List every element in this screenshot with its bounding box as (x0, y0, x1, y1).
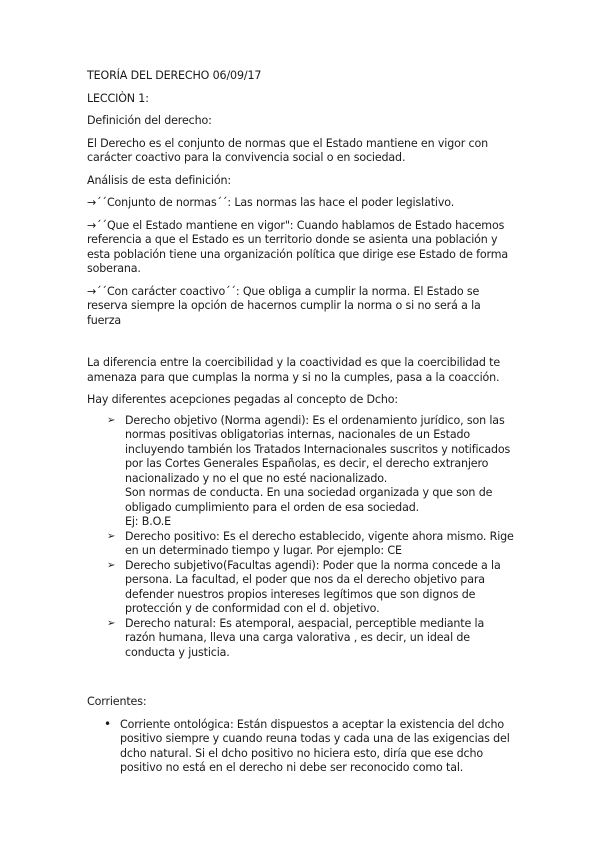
document-title: TEORÍA DEL DERECHO 06/09/17 (87, 69, 262, 82)
list-item (106, 617, 517, 661)
arrow-icon: → (87, 284, 97, 298)
arrow-icon: → (87, 196, 97, 209)
corrientes-list (101, 718, 517, 776)
analysis-item (87, 219, 517, 277)
arrowhead-bullet-icon: ➢ (107, 530, 116, 542)
acepciones-heading: Hay diferentes acepciones pegadas al concepto de Dcho: (87, 393, 398, 406)
list-item-text: Ej: B.O.E (125, 515, 171, 528)
spacer (87, 668, 517, 695)
list-item (101, 718, 517, 776)
corrientes-heading: Corrientes: (87, 695, 147, 708)
arrow-icon: → (87, 218, 97, 232)
analysis-heading: Análisis de esta definición: (87, 173, 231, 187)
list-item-text: Derecho subjetivo(Facultas agendi): Poder que la norma concede a la persona. La facultad, el poder que nos da el derecho objetivo para defender nuestros propios intereses legítimos que son dignos de protección y de conformidad con el d. objetivo. (125, 558, 501, 615)
spacer (87, 336, 517, 356)
list-item-text: Derecho natural: Es atemporal, aespacial, perceptible mediante la razón humana, lleva una carga valorativa , es decir, un ideal de conducta y justicia. (125, 616, 485, 659)
arrowhead-bullet-icon: ➢ (107, 559, 116, 571)
acepciones-list (106, 414, 517, 661)
arrowhead-bullet-icon: ➢ (107, 617, 116, 629)
analysis-item (87, 196, 517, 211)
list-item-text: Corriente ontológica: Están dispuestos a aceptar la existencia del dcho positivo siempre y cuando reuna todas y cada una de las exigencias del dcho natural. Si el dcho positivo no hiciera esto, diría que ese dcho positivo no está en el derecho ni debe ser reconocido como tal. (120, 717, 510, 774)
difference-text: La diferencia entre la coercibilidad y la coactividad es que la coercibilidad te amenaza para que cumplas la norma y si no la cumples, pasa a la coacción. (87, 356, 501, 384)
list-item-text: Derecho objetivo (Norma agendi): Es el ordenamiento jurídico, son las normas positivas obligatorias internas, nacionales de un Estado incluyendo también los Tratados Internacionales suscritos y notificados por las Cortes Generales Españolas, es decir, el derecho extranjero nacionalizado y no el que no esté nacionalizado. (125, 413, 511, 485)
list-item (106, 559, 517, 617)
definition-text: El Derecho es el conjunto de normas que el Estado mantiene en vigor con carácter coactivo para la convivencia social o en sociedad. (87, 136, 488, 164)
lesson-heading: LECCIÒN 1: (87, 91, 149, 105)
analysis-item (87, 285, 517, 329)
list-item-text: Derecho positivo: Es el derecho establecido, vigente ahora mismo. Rige en un determinado tiempo y lugar. Por ejemplo: CE (125, 529, 514, 557)
bullet-icon: • (104, 716, 111, 731)
analysis-item-text: ´´Conjunto de normas´´: Las normas las hace el poder legislativo. (96, 196, 455, 209)
analysis-item-text: ´´Que el Estado mantiene en vigor": Cuando hablamos de Estado hacemos referencia a que el Estado es un territorio donde se asienta una población y esta población tiene una organización política que dirige ese Estado de forma soberana. (87, 218, 509, 275)
list-item-text: Son normas de conducta. En una sociedad organizada y que son de obligado cumplimiento para el orden de esa sociedad. (125, 486, 493, 514)
definition-heading: Definición del derecho: (87, 114, 212, 127)
analysis-item-text: ´´Con carácter coactivo´´: Que obliga a cumplir la norma. El Estado se reserva siempre la opción de hacernos cumplir la norma o si no será a la fuerza (87, 284, 481, 327)
arrowhead-bullet-icon: ➢ (107, 414, 116, 426)
document-body (87, 69, 517, 776)
list-item (106, 530, 517, 559)
list-item (106, 414, 517, 530)
